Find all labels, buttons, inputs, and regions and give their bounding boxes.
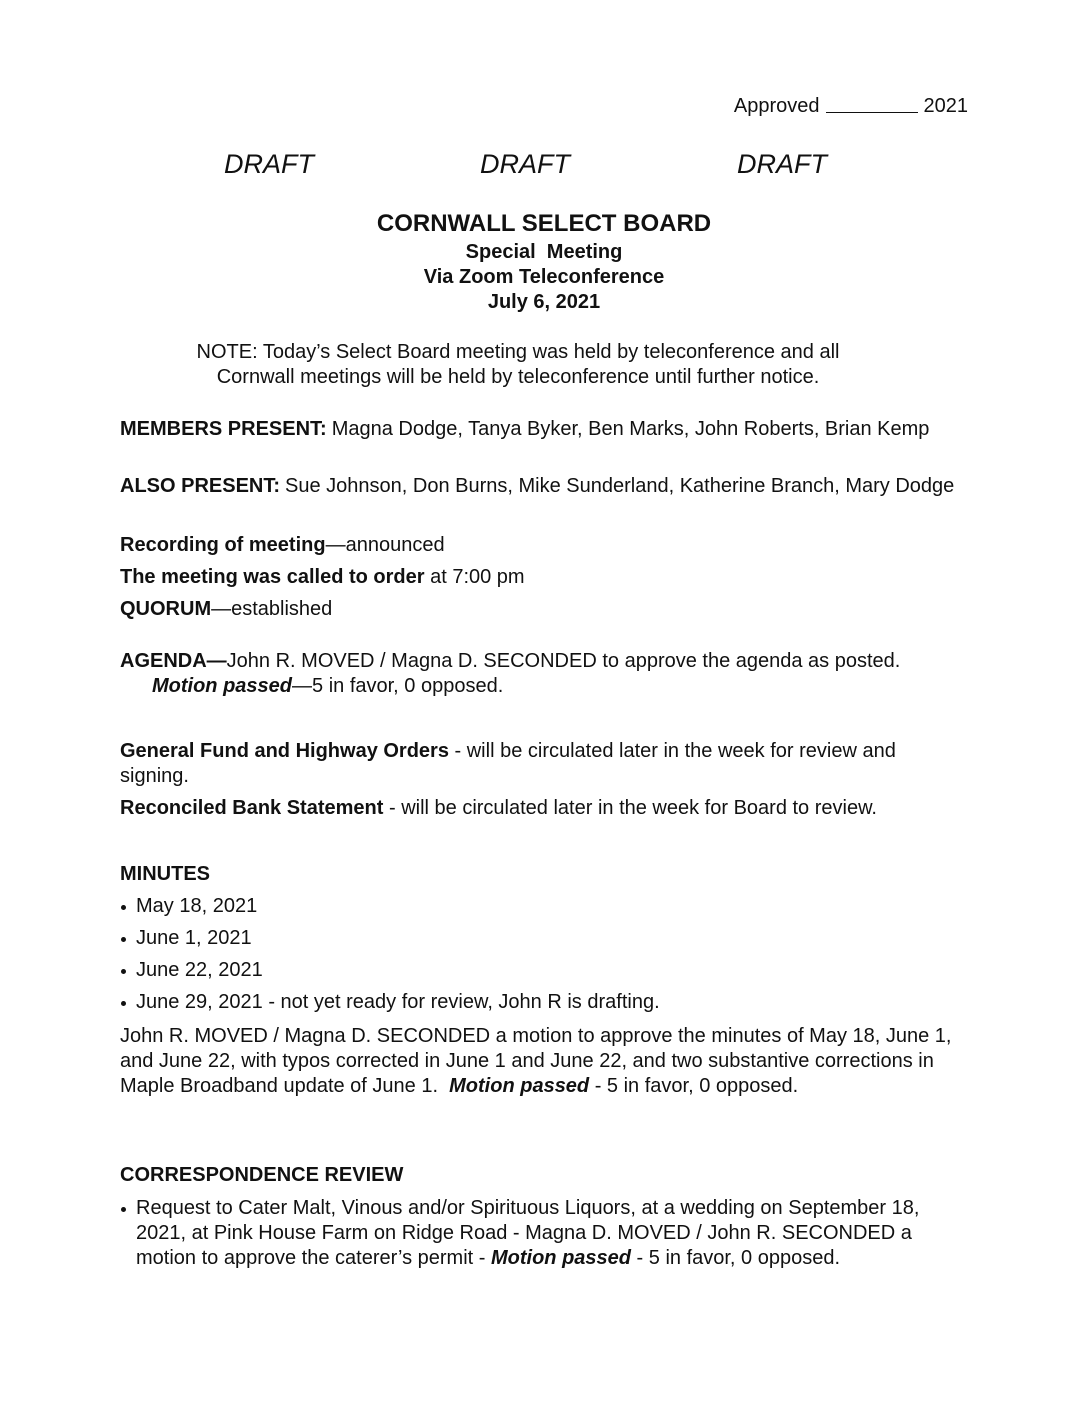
also-present-label: ALSO PRESENT: (120, 475, 281, 497)
agenda-text: John R. MOVED / Magna D. SECONDED to approve the agenda as posted. (226, 650, 901, 672)
agenda-label: AGENDA— (120, 650, 227, 672)
quorum-label: QUORUM (120, 598, 212, 620)
motion-result: - 5 in favor, 0 opposed. (631, 1247, 841, 1269)
title-block (0, 208, 1088, 315)
motion-result: - 5 in favor, 0 opposed. (589, 1075, 799, 1097)
called-to-order-label: The meeting was called to order (120, 566, 425, 588)
quorum-line (120, 597, 960, 622)
minutes-motion-text: John R. MOVED / Magna D. SECONDED a motion to approve the minutes of May 18, June 1, and June 22, with typos corrected in June 1 and June 22, and two substantive corrections in Maple Broadband update of June 1. (120, 1025, 958, 1097)
list-item: June 1, 2021 (120, 926, 960, 951)
list-item: June 22, 2021 (120, 958, 960, 983)
members-present (120, 417, 960, 442)
motion-result: —5 in favor, 0 opposed. (292, 675, 504, 697)
reconciled-line (120, 796, 960, 821)
quorum-value: —established (211, 598, 333, 620)
motion-passed-label: Motion passed (490, 1247, 631, 1269)
correspondence-list (120, 1196, 960, 1278)
correspondence-heading: CORRESPONDENCE REVIEW (120, 1164, 404, 1186)
meeting-type: Special Meeting (465, 241, 623, 263)
general-fund-line (120, 739, 960, 789)
reconciled-text: - will be circulated later in the week for Board to review. (383, 797, 877, 819)
general-fund-label: General Fund and Highway Orders (120, 740, 449, 762)
board-title: CORNWALL SELECT BOARD (376, 210, 712, 237)
approval-date-blank (826, 94, 918, 113)
meeting-venue: Via Zoom Teleconference (423, 266, 665, 288)
draft-watermark: DRAFT (480, 149, 570, 179)
teleconference-note (0, 340, 1036, 390)
general-fund-text: - will be circulated later in the week for review and signing. (120, 740, 902, 787)
members-present-value: Magna Dodge, Tanya Byker, Ben Marks, John Roberts, Brian Kemp (331, 418, 930, 440)
called-to-order-line (120, 565, 960, 590)
note-line: Cornwall meetings will be held by teleconference until further notice. (216, 366, 820, 388)
agenda-motion-result (152, 674, 503, 699)
agenda-line (120, 649, 960, 674)
minutes-motion (120, 1024, 960, 1099)
approval-line (734, 94, 968, 119)
called-to-order-value: at 7:00 pm (424, 566, 525, 588)
recording-label: Recording of meeting (120, 534, 326, 556)
note-line: NOTE: Today’s Select Board meeting was held by teleconference and all (196, 341, 840, 363)
minutes-list (120, 894, 960, 1022)
meeting-date: July 6, 2021 (487, 291, 601, 313)
approved-year: 2021 (923, 95, 968, 117)
draft-watermark: DRAFT (224, 149, 314, 179)
recording-value: —announced (325, 534, 445, 556)
approved-label: Approved (733, 95, 820, 117)
motion-passed-label: Motion passed (449, 1075, 590, 1097)
reconciled-label: Reconciled Bank Statement (120, 797, 384, 819)
minutes-heading: MINUTES (120, 863, 210, 885)
list-item: June 29, 2021 - not yet ready for review, John R is drafting. (120, 990, 960, 1015)
list-item (120, 1196, 960, 1271)
list-item: May 18, 2021 (120, 894, 960, 919)
draft-watermark: DRAFT (737, 149, 827, 179)
recording-line (120, 533, 960, 558)
correspondence-item-text: Request to Cater Malt, Vinous and/or Spirituous Liquors, at a wedding on September 18, 2021, at Pink House Farm on Ridge Road - Magna D. MOVED / John R. SECONDED a motion to approve the caterer’s permit - (136, 1197, 925, 1269)
also-present (120, 474, 960, 499)
also-present-value: Sue Johnson, Don Burns, Mike Sunderland, Katherine Branch, Mary Dodge (285, 475, 955, 497)
motion-passed-label: Motion passed (152, 675, 293, 697)
members-present-label: MEMBERS PRESENT: (120, 418, 327, 440)
